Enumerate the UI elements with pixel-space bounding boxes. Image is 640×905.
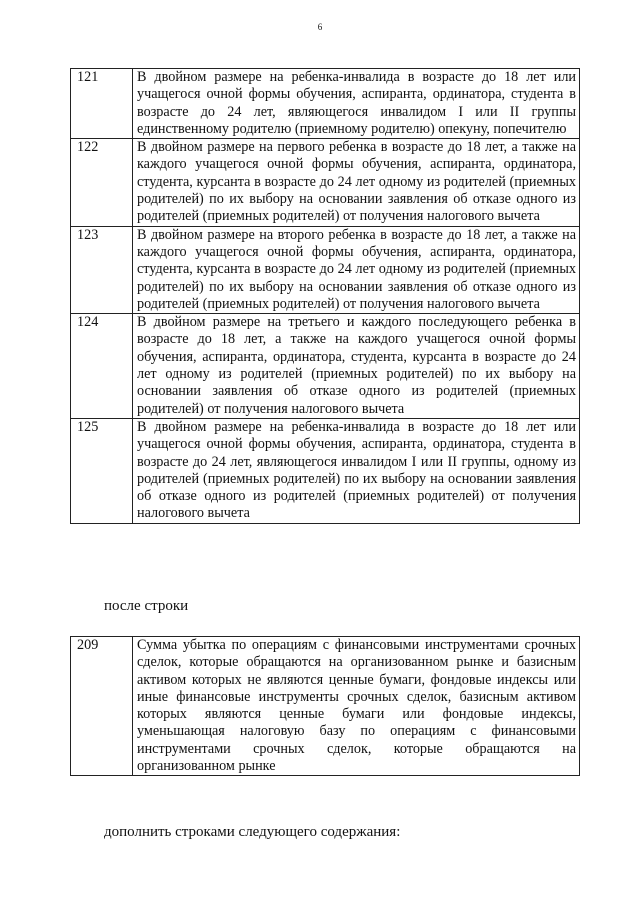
- description-cell: В двойном размере на ребенка-инвалида в возрасте до 18 лет или учащегося очной формы обучения, аспиранта, ординатора, студента в возрасте до 24 лет, являющегося инвалидом I или II группы, одному из родителей (приемных родителей) по их выбору на основании заявления об отказе одного из родителей (приемных родителей) от получения налогового вычета: [133, 418, 580, 523]
- deduction-codes-table: [70, 68, 580, 524]
- description-cell: В двойном размере на первого ребенка в возрасте до 18 лет, а также на каждого учащегося очной формы обучения, аспиранта, ординатора, студента, курсанта в возрасте до 24 лет одному из родителей (приемных родителей) по их выбору на основании заявления об отказе одного из родителей (приемных родителей) от получения налогового вычета: [133, 139, 580, 226]
- table-row: [71, 637, 580, 776]
- reference-row-table: [70, 636, 580, 776]
- code-cell: 122: [71, 139, 133, 226]
- code-cell: 209: [71, 637, 133, 776]
- table-row: [71, 314, 580, 419]
- table-row: [71, 139, 580, 226]
- description-cell: В двойном размере на третьего и каждого последующего ребенка в возрасте до 18 лет, а также на каждого учащегося очной формы обучения, аспиранта, ординатора, студента, курсанта в возрасте до 24 лет одному из родителей (приемных родителей) по их выбору на основании заявления об отказе одного из родителей (приемных родителей) от получения налогового вычета: [133, 314, 580, 419]
- description-cell: В двойном размере на ребенка-инвалида в возрасте до 18 лет или учащегося очной формы обучения, аспиранта, ординатора, студента в возрасте до 24 лет, являющегося инвалидом I или II группы единственному родителю (приемному родителю) опекуну, попечителю: [133, 69, 580, 139]
- table-row: [71, 418, 580, 523]
- code-cell: 121: [71, 69, 133, 139]
- code-cell: 123: [71, 226, 133, 313]
- page-number: 6: [317, 22, 323, 32]
- description-cell: Сумма убытка по операциям с финансовыми инструментами срочных сделок, которые обращаются на организованном рынке и базисным активом которых не являются ценные бумаги, фондовые индексы или иные финансовые инструменты срочных сделок, базисным активом которых являются ценные бумаги или фондовые индексы, уменьшающая налоговую базу по операциям с финансовыми инструментами срочных сделок, которые обращаются на организованном рынке: [133, 637, 580, 776]
- description-cell: В двойном размере на второго ребенка в возрасте до 18 лет, а также на каждого учащегося очной формы обучения, аспиранта, ординатора, студента, курсанта в возрасте до 24 лет одному из родителей (приемных родителей) по их выбору на основании заявления об отказе одного из родителей (приемных родителей) от получения налогового вычета: [133, 226, 580, 313]
- after-row-note: после строки: [104, 598, 189, 614]
- code-cell: 125: [71, 418, 133, 523]
- append-rows-note: дополнить строками следующего содержания:: [104, 824, 401, 840]
- code-cell: 124: [71, 314, 133, 419]
- table-row: [71, 69, 580, 139]
- table-row: [71, 226, 580, 313]
